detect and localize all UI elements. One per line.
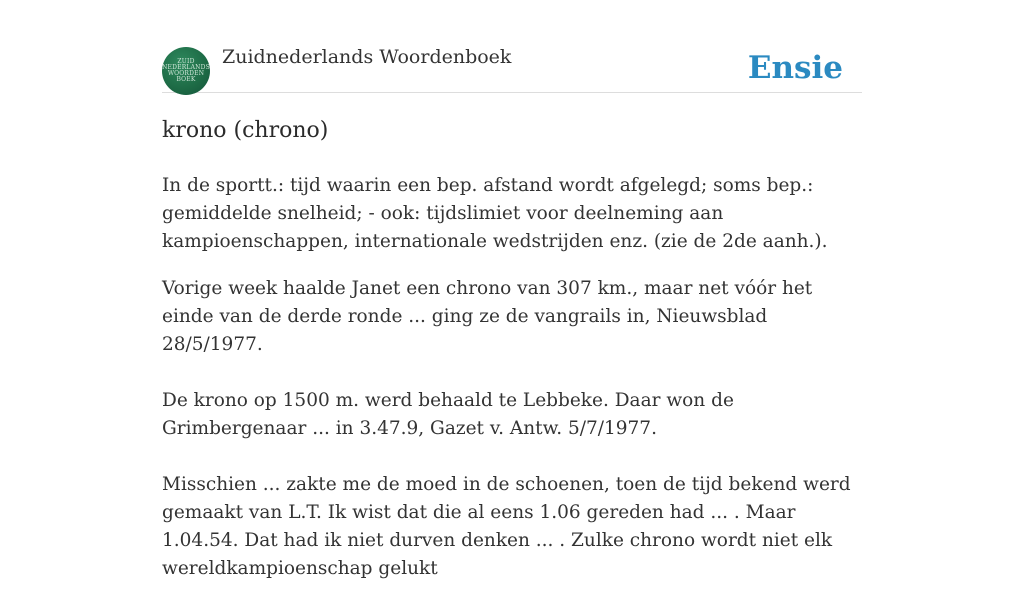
site-header	[162, 42, 862, 93]
logo-text-line: BOEK	[176, 76, 196, 83]
logo-text-line: NEDERLANDS	[162, 64, 210, 71]
entry-example: Misschien ... zakte me de moed in de schoenen, toen de tijd bekend werd gemaakt van L.T. Ik wist dat die al eens 1.06 gereden had ... . Maar 1.04.54. Dat had ik niet durven denken ... . Zulke chrono wordt niet elk wereldkampioenschap gelukt	[162, 474, 851, 579]
entry-example: Vorige week haalde Janet een chrono van 307 km., maar net vóór het einde van de derde ronde ... ging ze de vangrails in, Nieuwsblad 28/5/1977.	[162, 278, 813, 355]
logo-text-line: WOORDEN	[167, 70, 205, 77]
entry-definition: In de sportt.: tijd waarin een bep. afstand wordt afgelegd; soms bep.: gemiddelde snelheid; - ook: tijdslimiet voor deelneming aan kampioenschappen, internationale wedstrijden enz. (zie de 2de aanh.).	[162, 175, 828, 252]
entry-term-title: krono (chrono)	[162, 118, 329, 143]
ensie-brand-logo[interactable]: Ensie	[747, 50, 843, 86]
entry-content	[162, 114, 862, 611]
source-title-link[interactable]: Zuidnederlands Woordenboek	[222, 46, 512, 68]
zuidnederlands-woordenboek-logo[interactable]	[162, 47, 210, 95]
logo-text-line: ZUID	[177, 58, 195, 65]
entry-example: De krono op 1500 m. werd behaald te Lebbeke. Daar won de Grimbergenaar ... in 3.47.9, Gazet v. Antw. 5/7/1977.	[162, 390, 734, 439]
